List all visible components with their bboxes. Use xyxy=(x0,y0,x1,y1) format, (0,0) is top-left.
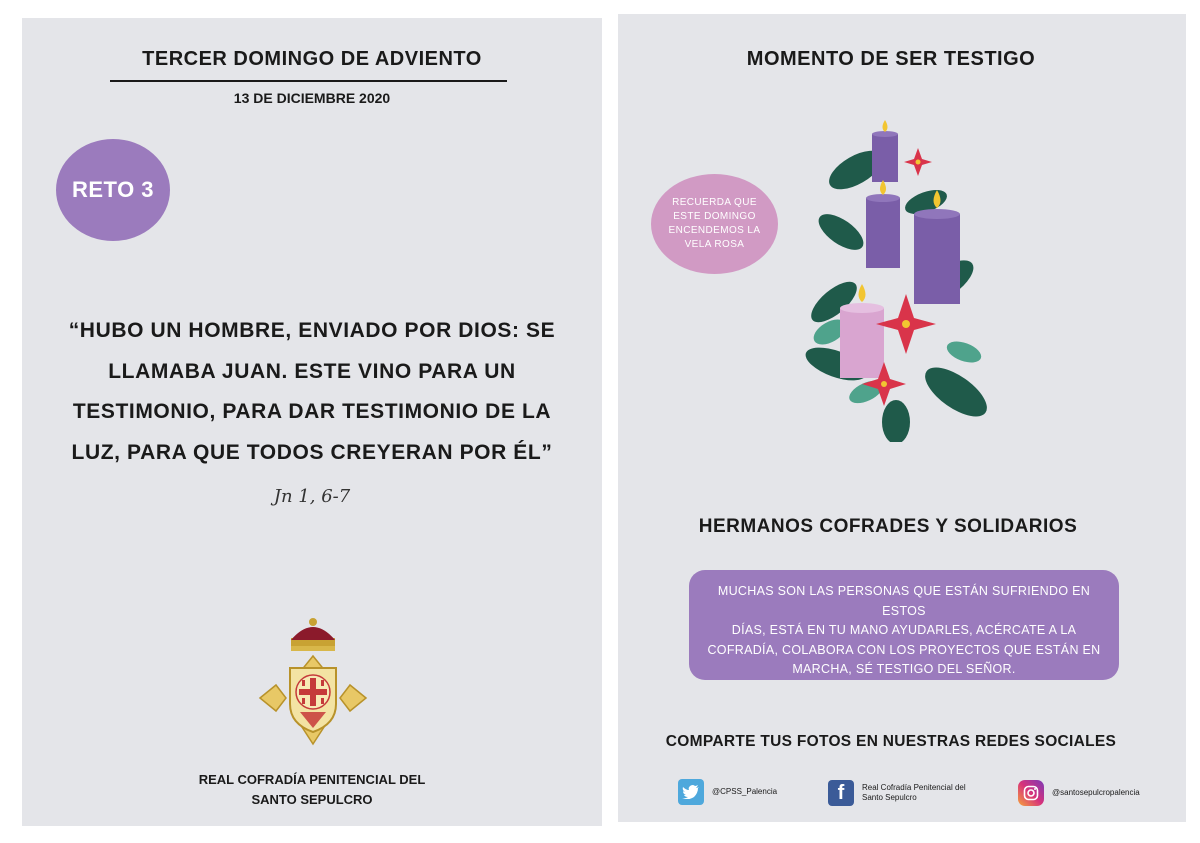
reminder-line: ENCENDEMOS LA xyxy=(668,225,761,236)
date-label: 13 DE DICIEMBRE 2020 xyxy=(233,90,391,106)
instagram-link[interactable] xyxy=(1018,780,1140,806)
quote-reference: Jn 1, 6-7 xyxy=(273,486,351,507)
facebook-line: Real Cofradía Penitencial del xyxy=(862,783,966,792)
facebook-link[interactable] xyxy=(828,780,966,806)
facebook-line: Santo Sepulcro xyxy=(862,793,917,802)
organization-line: REAL COFRADÍA PENITENCIAL DEL xyxy=(198,772,426,787)
challenge-badge-label: RETO 3 xyxy=(71,177,155,202)
solidarity-message xyxy=(689,570,1119,680)
right-page xyxy=(618,14,1186,822)
reminder-line: VELA ROSA xyxy=(684,239,745,250)
share-heading: COMPARTE TUS FOTOS EN NUESTRAS REDES SOCIALES xyxy=(665,733,1117,750)
reminder-line: ESTE DOMINGO xyxy=(673,211,756,222)
gospel-quote xyxy=(52,311,572,473)
instagram-handle: @santosepulcropalencia xyxy=(1052,788,1140,797)
section-subtitle: HERMANOS COFRADES Y SOLIDARIOS xyxy=(698,516,1078,537)
message-line: MARCHA, SÉ TESTIGO DEL SEÑOR. xyxy=(792,662,1016,676)
reminder-line: RECUERDA QUE xyxy=(672,197,757,208)
organization-line: SANTO SEPULCRO xyxy=(251,792,373,807)
organization-name xyxy=(22,770,602,810)
quote-line: LLAMABA JUAN. ESTE VINO PARA UN xyxy=(108,359,516,383)
instagram-icon xyxy=(1018,780,1044,806)
message-line: MUCHAS SON LAS PERSONAS QUE ESTÁN SUFRIENDO EN ESTOS xyxy=(717,584,1091,618)
message-line: COFRADÍA, COLABORA CON LOS PROYECTOS QUE ESTÁN EN xyxy=(707,642,1101,657)
quote-line: TESTIMONIO, PARA DAR TESTIMONIO DE LA xyxy=(72,400,552,423)
quote-line: LUZ, PARA QUE TODOS CREYERAN POR ÉL” xyxy=(71,440,553,464)
twitter-icon xyxy=(678,779,704,805)
quote-line: “HUBO UN HOMBRE, ENVIADO POR DIOS: SE xyxy=(68,319,556,342)
left-page xyxy=(22,18,602,826)
cofradia-crest-icon xyxy=(258,616,368,746)
facebook-page-name xyxy=(862,783,966,803)
challenge-badge xyxy=(56,139,170,241)
message-line: DÍAS, ESTÁ EN TU MANO AYUDARLES, ACÉRCATE A LA xyxy=(731,623,1077,637)
advent-wreath-icon xyxy=(796,102,996,442)
section-title: MOMENTO DE SER TESTIGO xyxy=(746,48,1036,70)
twitter-handle: @CPSS_Palencia xyxy=(712,787,778,796)
title-divider xyxy=(110,80,507,82)
twitter-link[interactable] xyxy=(678,779,777,805)
facebook-icon: f xyxy=(828,780,854,806)
reminder-badge xyxy=(651,174,778,274)
page-title: TERCER DOMINGO DE ADVIENTO xyxy=(142,48,482,70)
